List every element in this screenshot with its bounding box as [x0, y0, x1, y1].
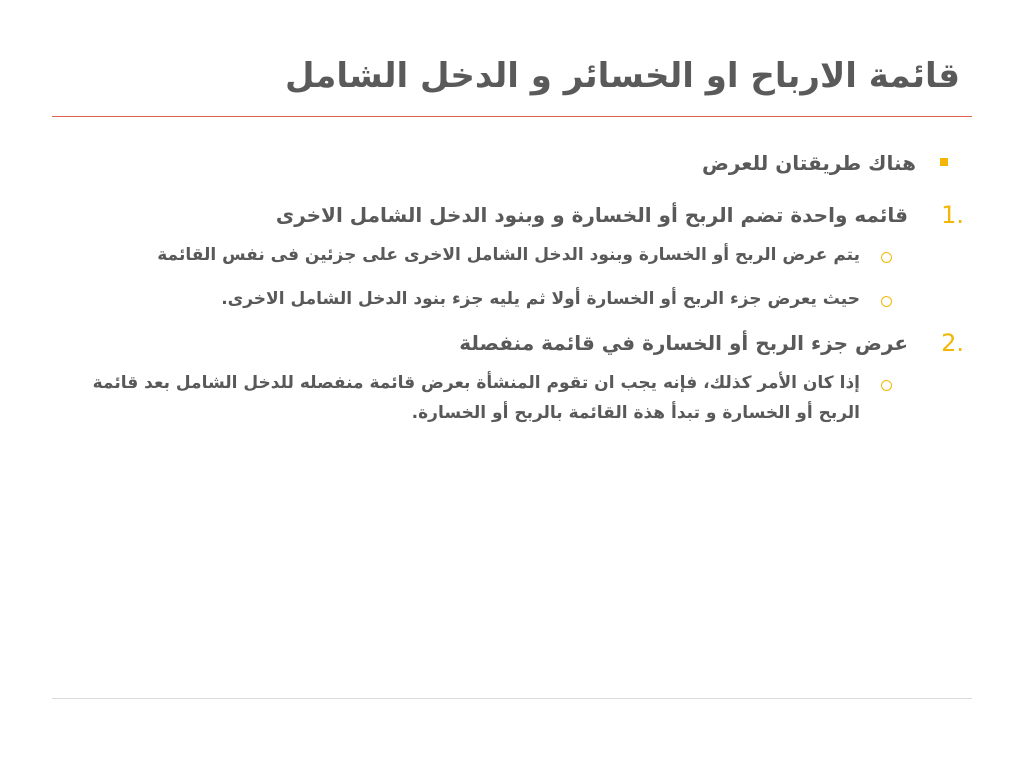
circle-bullet-icon	[881, 380, 892, 391]
circle-bullet-icon	[881, 296, 892, 307]
title-divider	[52, 116, 972, 117]
numbered-item-text: قائمه واحدة تضم الربح أو الخسارة و وبنود الدخل الشامل الاخرى	[275, 203, 908, 227]
sub-item-text: إذا كان الأمر كذلك، فإنه يجب ان تقوم المنشأة بعرض قائمة منفصله للدخل الشامل بعد قائمة الربح أو الخسارة و تبدأ هذة القائمة بالربح أو الخسارة.	[92, 373, 860, 423]
square-bullet-icon	[940, 158, 948, 166]
item-number: 2.	[941, 329, 964, 357]
intro-bullet-text: هناك طريقتان للعرض	[701, 151, 916, 175]
circle-bullet-icon	[881, 252, 892, 263]
sub-item	[64, 284, 964, 314]
numbered-item-2	[64, 328, 964, 358]
slide-content	[64, 140, 964, 442]
sub-item-text: يتم عرض الربح أو الخسارة وبنود الدخل الشامل الاخرى على جزئين فى نفس القائمة	[157, 245, 860, 265]
footer-divider	[52, 698, 972, 699]
numbered-item-text: عرض جزء الربح أو الخسارة في قائمة منفصلة	[459, 331, 908, 355]
slide-title: قائمة الارباح او الخسائر و الدخل الشامل	[284, 56, 960, 96]
numbered-item-1	[64, 200, 964, 230]
item-number: 1.	[941, 201, 964, 229]
sub-item-text: حيث يعرض جزء الربح أو الخسارة أولا ثم يليه جزء بنود الدخل الشامل الاخرى.	[221, 289, 860, 309]
sub-item	[64, 368, 964, 428]
intro-bullet	[64, 140, 964, 186]
sub-item	[64, 240, 964, 270]
